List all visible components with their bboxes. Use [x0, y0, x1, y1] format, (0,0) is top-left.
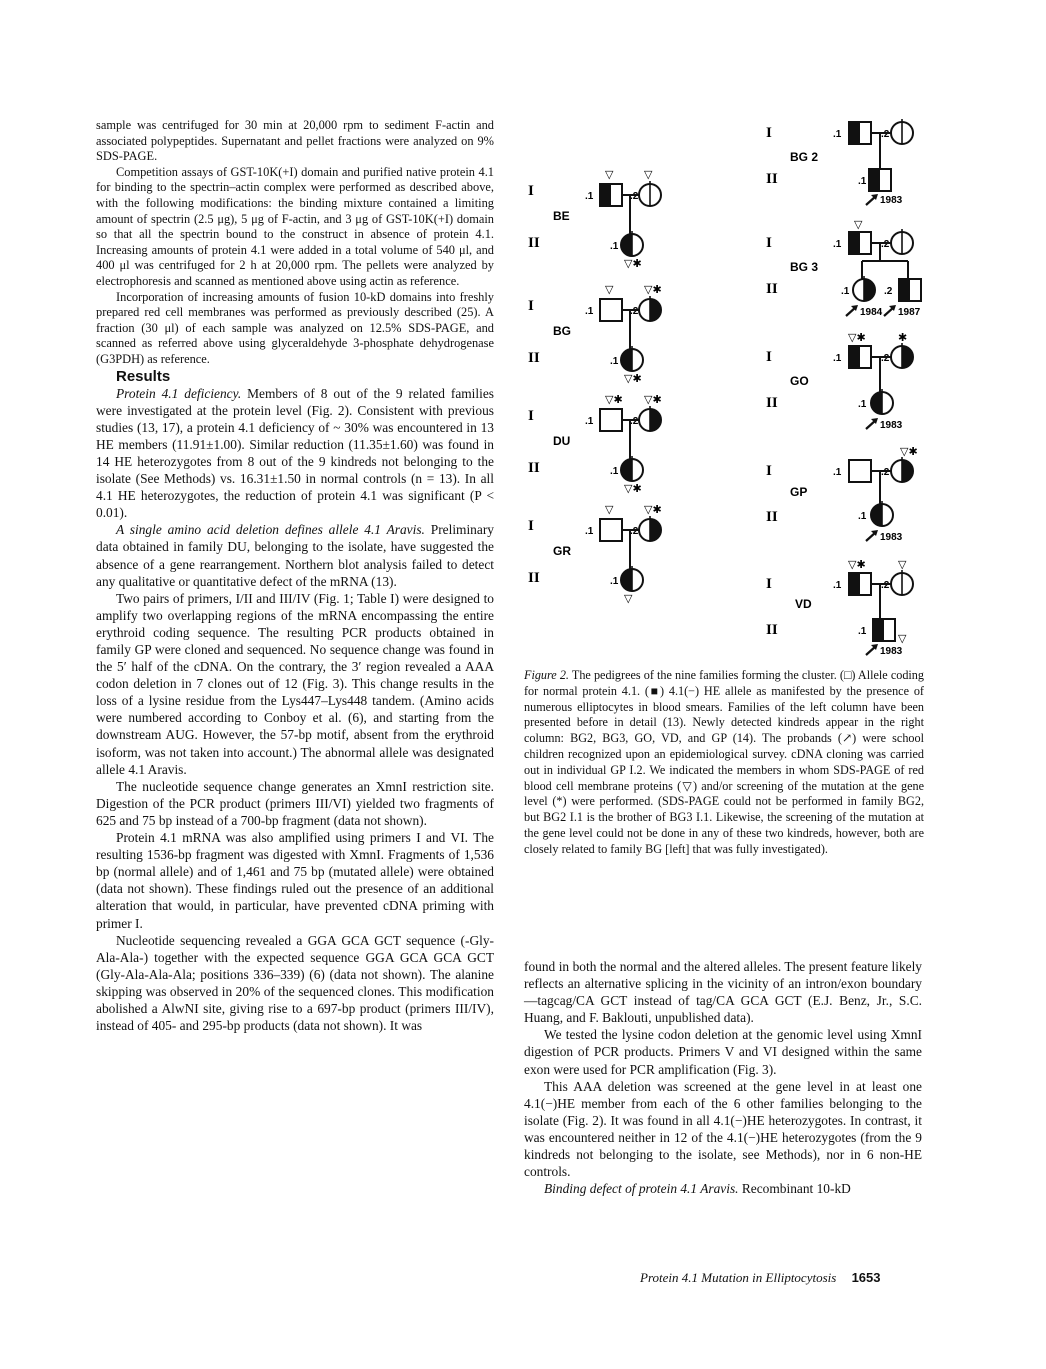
child-symbol-fill	[871, 392, 882, 414]
run-in-head: Protein 4.1 deficiency.	[116, 385, 242, 401]
individual-index: .1	[858, 399, 867, 410]
proband-year: 1987	[898, 307, 921, 318]
individual-index: .2	[630, 306, 639, 317]
generation-label-I: I	[528, 408, 534, 424]
methods-paragraph-2: Competition assays of GST-10K(+I) domain and purified native protein 4.1 for binding to the spectrin–actin complex were performed as described above, with the following modifications: the binding mixture contained a limiting amount of spectrin (2.5 μg), 5 μg of F-actin, and 3 μg of GST-10K(+I) domain so that all the spectrin bound to the construct in absence of protein 4.1. Increasing amounts of protein 4.1 were added in a total volume of 540 μl, and 400 μl was centrifuged for 2 h at 20,000 rpm. The pellets were analyzed by electrophoresis and scanned as mentioned above using actin as reference.	[96, 164, 494, 288]
generation-label-II: II	[766, 281, 778, 297]
family-name-label: VD	[795, 597, 812, 611]
child-symbol-fill	[621, 234, 632, 256]
study-marker: ▽	[644, 169, 653, 181]
individual-index: .2	[881, 467, 890, 478]
methods-paragraph-1: sample was centrifuged for 30 min at 20,000 rpm to sediment F-actin and associated polypeptides. Supernatant and pellet fractions were analyzed on 9% SDS-PAGE.	[96, 118, 494, 164]
individual-index: .1	[833, 129, 842, 140]
individual-index: .1	[858, 511, 867, 522]
results-paragraph-genomic: We tested the lysine codon deletion at the genomic level using XmnI digestion of PCR products. Primers V and VI designed within the same exon were used for PCR amplification (Fig. 3).	[524, 1027, 922, 1077]
child-symbol-fill	[621, 569, 632, 591]
generation-label-II: II	[766, 622, 778, 638]
proband-year: 1983	[880, 195, 903, 206]
mother-symbol-fill	[650, 409, 661, 431]
individual-index: .2	[630, 526, 639, 537]
generation-label-I: I	[766, 125, 772, 141]
paragraph-text: Recombinant 10-kD	[738, 1181, 851, 1197]
individual-index: .1	[585, 416, 594, 427]
run-in-head: A single amino acid deletion defines allele 4.1 Aravis.	[116, 522, 425, 538]
child-symbol-fill	[621, 459, 632, 481]
child-symbol-fill	[869, 169, 880, 191]
study-marker: ▽	[854, 219, 863, 231]
results-paragraph-binding	[524, 1180, 922, 1197]
mother-symbol-fill	[650, 299, 661, 321]
results-paragraph-sequencing: Nucleotide sequencing revealed a GGA GCA GCT sequence (-Gly-Ala-Ala-) together with the expected sequence GGA GCA GCA GCT (Gly-Ala-Ala-Ala; positions 336–339) (6) (data not shown). The alanine skipping was observed in 20% of the sequenced clones. This modification abolished a AlwNI site, giving rise to a 697-bp product (primers III/IV), instead of 405- and 295-bp products (data not shown). It was	[96, 932, 494, 1034]
individual-index: .2	[881, 239, 890, 250]
individual-index: .2	[881, 580, 890, 591]
child-symbol-fill	[871, 504, 882, 526]
right-text-column	[524, 958, 922, 1197]
individual-index: .1	[610, 356, 619, 367]
generation-label-II: II	[766, 395, 778, 411]
generation-label-I: I	[766, 235, 772, 251]
father-symbol-fill	[849, 573, 860, 595]
child-symbol-fill	[899, 279, 910, 301]
individual-index: .1	[833, 467, 842, 478]
caption-label: Figure 2.	[524, 668, 569, 682]
study-marker: ▽✱	[605, 394, 623, 406]
proband-year: 1983	[880, 532, 903, 543]
generation-label-II: II	[528, 460, 540, 476]
study-marker: ✱	[898, 332, 908, 344]
run-in-head: Binding defect of protein 4.1 Aravis.	[544, 1181, 739, 1197]
father-symbol	[600, 409, 622, 431]
proband-year: 1983	[880, 646, 903, 657]
study-marker: ▽✱	[644, 284, 662, 296]
study-marker: ▽✱	[624, 483, 642, 495]
individual-index: .1	[858, 176, 867, 187]
study-marker: ▽	[605, 504, 614, 516]
individual-index: .1	[585, 191, 594, 202]
individual-index: .1	[610, 241, 619, 252]
generation-label-II: II	[528, 570, 540, 586]
study-marker: ▽	[624, 593, 633, 605]
father-symbol-fill	[849, 232, 860, 254]
proband-year: 1983	[880, 420, 903, 431]
study-marker: ▽	[605, 284, 614, 296]
study-marker: ▽✱	[624, 373, 642, 385]
family-name-label: GR	[553, 544, 571, 558]
study-marker: ▽	[605, 169, 614, 181]
paragraph-text: Members of 8 out of the 9 related families were investigated at the protein level (Fig. 2). Consistent with previous studies (13, 17), a protein 4.1 deficiency of ~ 30% was encountered in 13 HE members (11.91±1.00). Similar reduction (11.35±1.60) was found in 14 HE heterozygotes from 8 out of the 9 kindreds not belonging to the isolate (See Methods) vs. 16.31±1.50 in normal controls (n = 13). In all 4.1 HE heterozygotes, the reduction of protein 4.1 was significant (P < 0.01).	[96, 385, 495, 521]
child-symbol-fill	[864, 279, 875, 301]
mother-symbol-fill	[902, 460, 913, 482]
generation-label-I: I	[766, 576, 772, 592]
individual-index: .1	[610, 576, 619, 587]
study-marker: ▽✱	[624, 258, 642, 270]
proband-year: 1984	[860, 307, 883, 318]
results-paragraph-screening: This AAA deletion was screened at the gene level in at least one 4.1(−)HE member from each of the 6 other families belonging to the isolate (Fig. 2). It was found in all 4.1(−)HE heterozygotes. In contrast, it was encountered neither in 12 of the 4.1(−)HE heterozygotes (from the 9 kindreds not belonging to the isolate, see Methods), nor in 6 non-HE controls.	[524, 1078, 922, 1180]
individual-index: .1	[585, 306, 594, 317]
running-title: Protein 4.1 Mutation in Elliptocytosis	[640, 1270, 837, 1285]
pedigree-layer	[528, 119, 921, 657]
results-paragraph-xmni: The nucleotide sequence change generates an XmnI restriction site. Digestion of the PCR product (primers III/VI) yielded two fragments of 625 and 75 bp instead of a 700-bp fragment (data not shown).	[96, 778, 494, 828]
study-marker: ▽✱	[900, 446, 918, 458]
individual-index: .1	[585, 526, 594, 537]
family-name-label: GO	[790, 374, 809, 388]
study-marker: ▽✱	[644, 504, 662, 516]
results-heading: Results	[116, 367, 171, 385]
father-symbol	[849, 460, 871, 482]
study-marker: ▽✱	[848, 332, 866, 344]
family-name-label: BG 2	[790, 150, 819, 164]
individual-index: .1	[833, 580, 842, 591]
generation-label-II: II	[528, 350, 540, 366]
generation-label-II: II	[766, 509, 778, 525]
child-symbol-fill	[873, 619, 884, 641]
individual-index: .1	[833, 353, 842, 364]
results-paragraph-splicing: found in both the normal and the altered alleles. The present feature likely reflects an alternative splicing in the vicinity of an intron/exon boundary—tagcag/CA GCT instead of tag/CA GCA GCT (E.J. Benz, Jr., S.C. Huang, and F. Baklouti, unpublished data).	[524, 959, 922, 1026]
study-marker: ▽	[898, 633, 907, 645]
father-symbol-fill	[849, 346, 860, 368]
individual-index: .1	[833, 239, 842, 250]
page-footer	[640, 1270, 930, 1286]
study-marker: ▽✱	[644, 394, 662, 406]
father-symbol	[600, 519, 622, 541]
generation-label-I: I	[528, 183, 534, 199]
father-symbol-fill	[849, 122, 860, 144]
individual-index: .2	[884, 286, 893, 297]
individual-index: .2	[881, 129, 890, 140]
individual-index: .1	[858, 626, 867, 637]
individual-index: .1	[610, 466, 619, 477]
generation-label-II: II	[528, 235, 540, 251]
mother-symbol-fill	[650, 519, 661, 541]
family-name-label: BG	[553, 324, 571, 338]
study-marker: ▽✱	[848, 559, 866, 571]
results-paragraph-primers: Two pairs of primers, I/II and III/IV (Fig. 1; Table I) were designed to amplify two overlapping regions of the mRNA encompassing the entire erythroid coding sequence. The resulting PCR products obtained in family GP were cloned and sequenced. No sequence change was found in the 5′ half of the cDNA. On the contrary, the 3′ region revealed a AAA codon deletion in 7 clones out of 12 (Fig. 3). This change results in the loss of a lysine residue from the Lys447–Lys448 tandem. (Amino acids were numbered according to Conboy et al. (6), and starting from the downstream AUG. However, the 57-bp motif, absent from the erythroid isoform, was not taken into account.) The abnormal allele was designated allele 4.1 Aravis.	[96, 590, 494, 777]
individual-index: .1	[841, 286, 850, 297]
individual-index: .2	[881, 353, 890, 364]
family-name-label: GP	[790, 485, 808, 499]
generation-label-I: I	[528, 298, 534, 314]
generation-label-I: I	[766, 463, 772, 479]
paragraph-text: Preliminary data obtained in family DU, belonging to the isolate, have suggested the absence of a gene rearrangement. Northern blot analysis failed to detect any qualitative or quantitative defect of the mRNA (13).	[96, 522, 494, 589]
generation-label-I: I	[528, 518, 534, 534]
father-symbol	[600, 299, 622, 321]
individual-index: .2	[630, 191, 639, 202]
mother-symbol-fill	[902, 346, 913, 368]
page-number: 1653	[851, 1270, 881, 1285]
child-symbol-fill	[621, 349, 632, 371]
study-marker: ▽	[898, 559, 907, 571]
family-name-label: BE	[553, 209, 570, 223]
generation-label-II: II	[766, 171, 778, 187]
family-name-label: DU	[553, 434, 571, 448]
methods-paragraph-3: Incorporation of increasing amounts of fusion 10-kD domains into freshly prepared red cell membranes was performed as previously described (25). A fraction (30 μl) of each sample was analyzed on 12.5% SDS-PAGE, and scanned as referred above using glyceraldehyde 3-phosphate dehydrogenase (G3PDH) as reference.	[96, 289, 494, 366]
results-paragraph-mrna: Protein 4.1 mRNA was also amplified using primers I and VI. The resulting 1536-bp fragment was digested with XmnI. Fragments of 1,536 bp (normal allele) and of 1,461 and 75 bp (mutated allele) were obtained (data not shown). These findings ruled out the presence of an additional alteration that would, in particular, have prevented cDNA priming with primer I.	[96, 830, 494, 931]
father-symbol-fill	[600, 184, 611, 206]
individual-index: .2	[630, 416, 639, 427]
family-name-label: BG 3	[790, 260, 819, 274]
generation-label-I: I	[766, 349, 772, 365]
caption-text: The pedigrees of the nine families forming the cluster. (□) Allele coding for normal protein 4.1. (■) 4.1(−) HE allele as manifested by the presence of numerous elliptocytes in blood smears. Families of the left column have been presented before in detail (13). Newly detected kindreds appear in the right column: BG2, BG3, GO, VD, and GP (14). The probands (↗) were school children recognized upon an epidemiological survey. cDNA cloning was carried out in individual GP I.2. We indicated the members in whom SDS-PAGE of red blood cell membrane proteins (▽) and/or screening of the mutation at the gene level (*) were performed. (SDS-PAGE could not be performed in family BG2, but BG2 I.1 is the brother of BG3 I.1. Likewise, the screening of the mutation at the gene level could not be done in any of these two kindreds, however, both are closely related to family BG [left] that was fully investigated).	[524, 668, 924, 856]
